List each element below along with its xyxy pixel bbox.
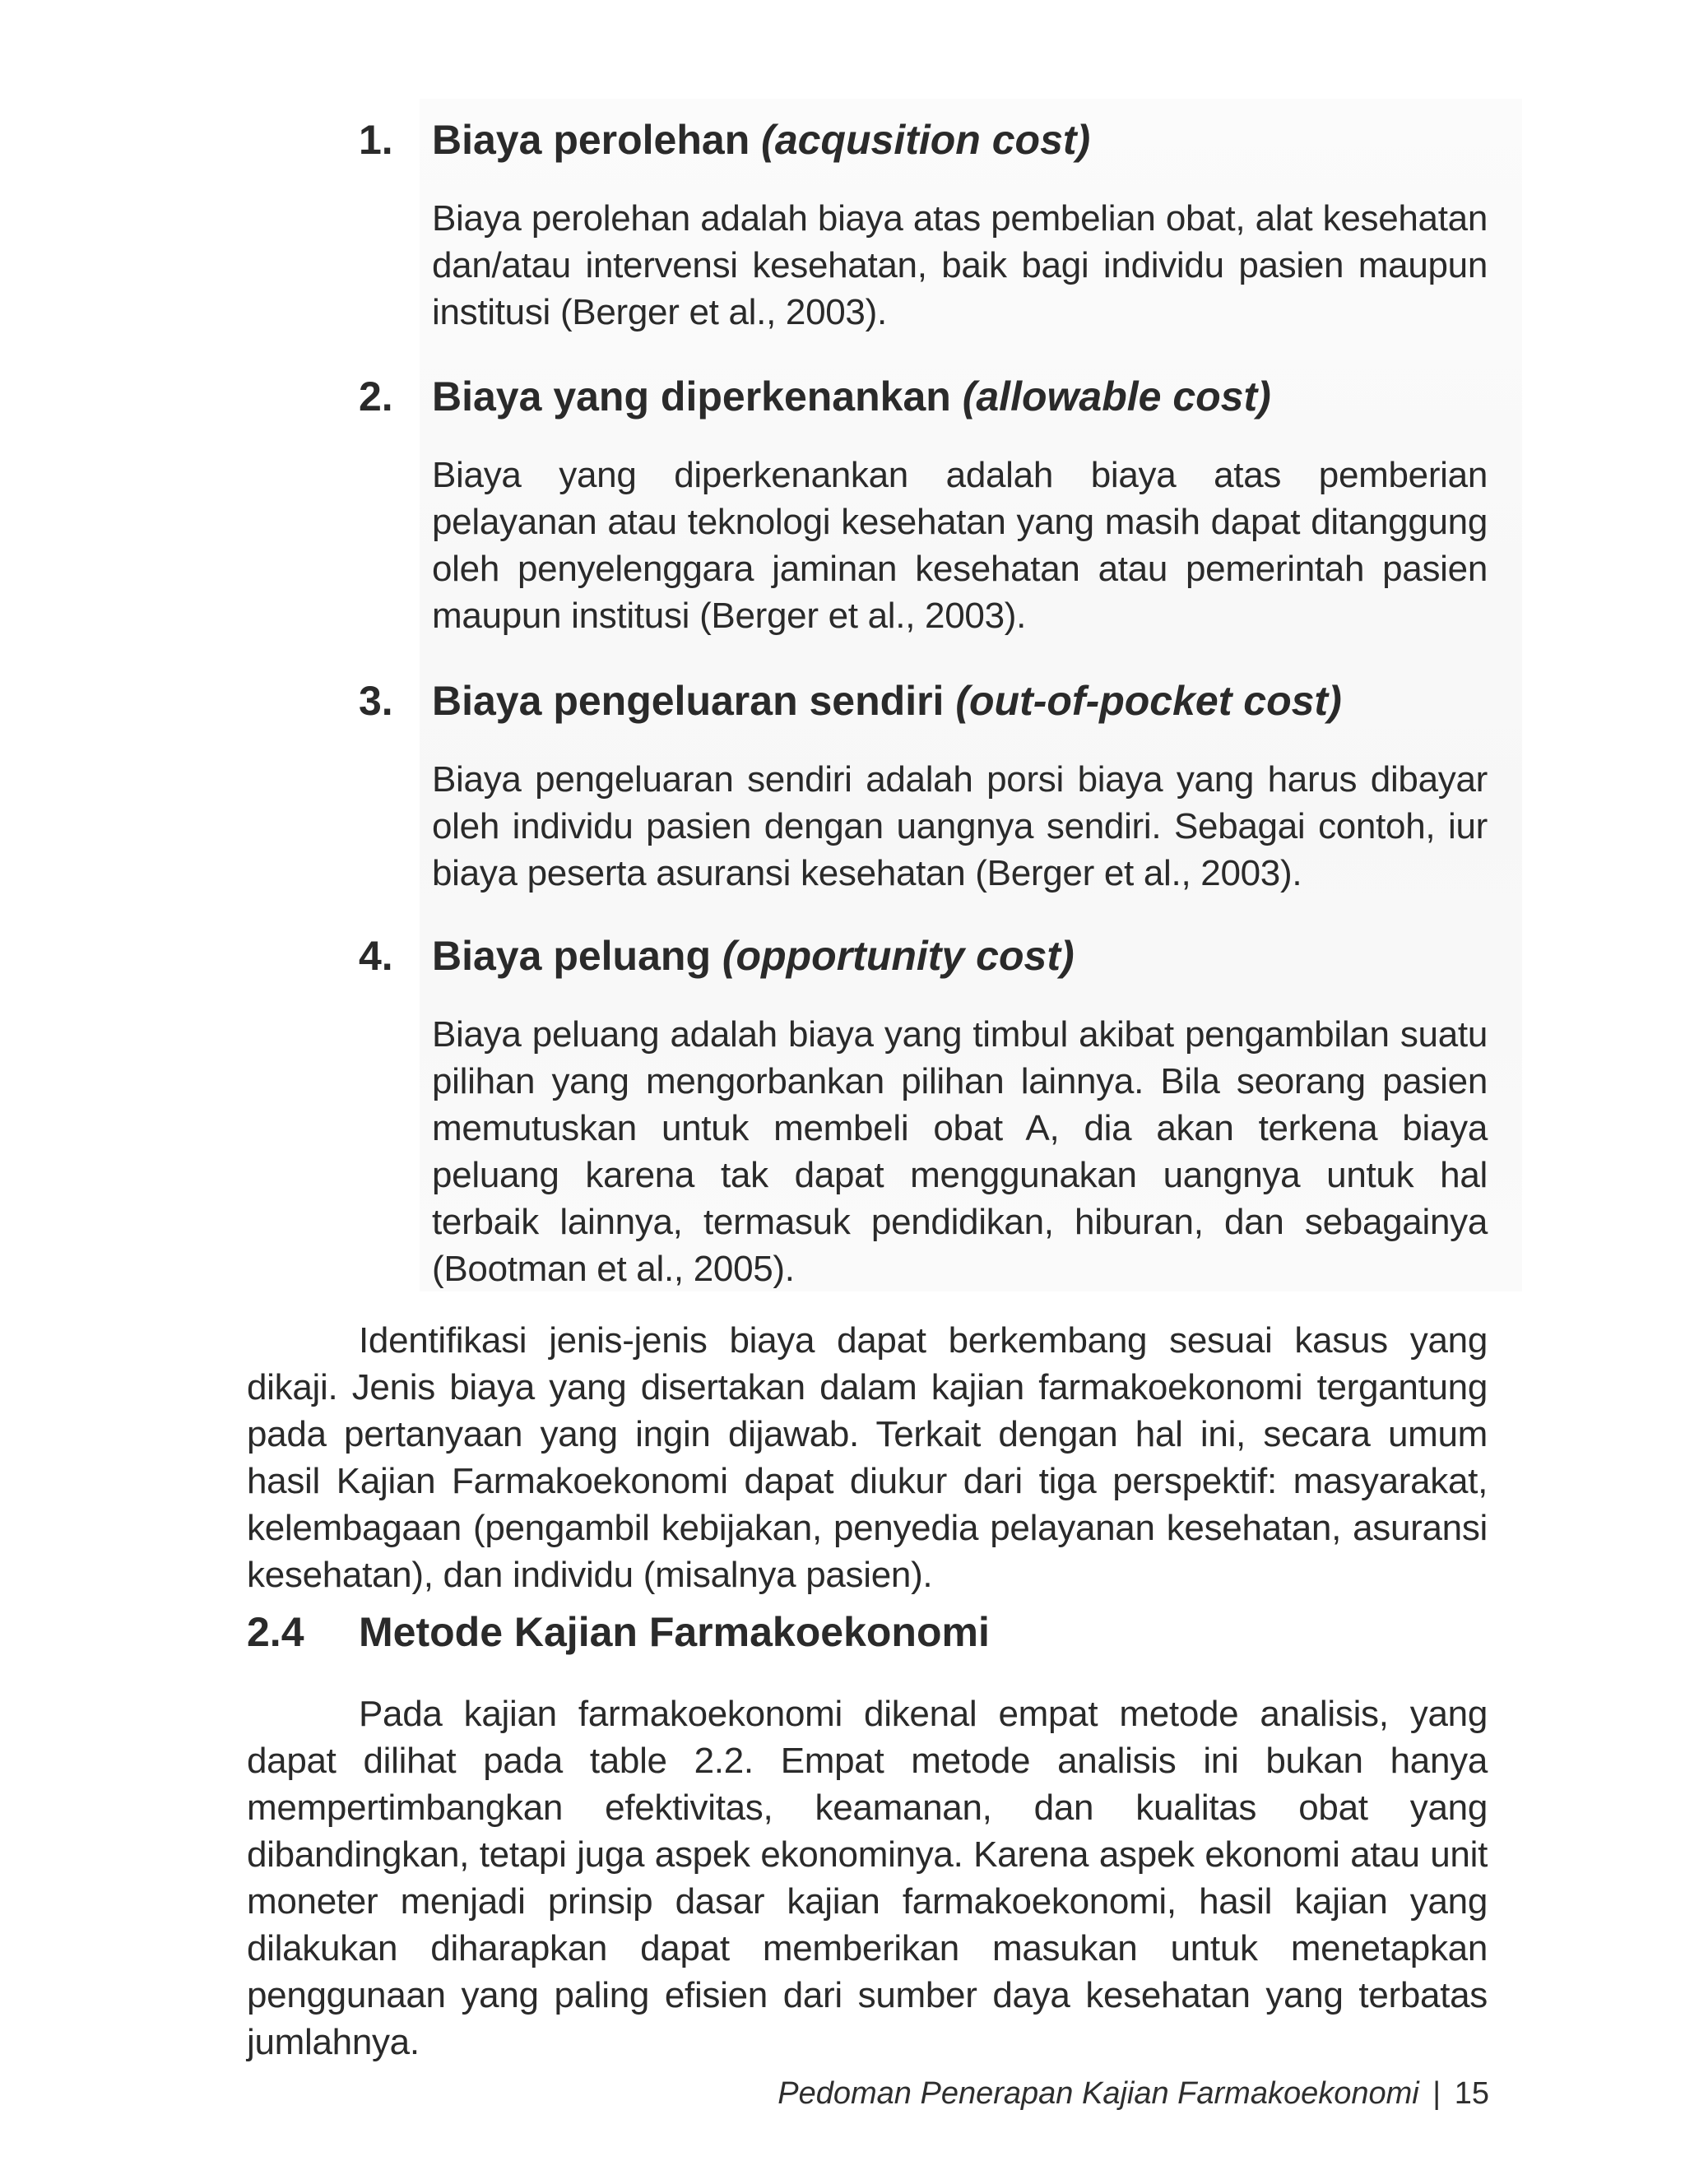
item-body-allowable-cost: Biaya yang diperkenankan adalah biaya atas pemberian pelayanan atau teknologi kesehatan yang masih dapat ditanggung oleh penyelenggara jaminan kesehatan atau pemerintah pasien maupun institusi (Berger et al., 2003). — [432, 455, 1488, 636]
page-number: 15 — [1454, 2076, 1489, 2111]
footer-separator: | — [1432, 2076, 1441, 2111]
item-title: Biaya perolehan — [432, 117, 750, 163]
page-footer — [576, 2075, 1489, 2112]
item-number: 1. — [359, 117, 393, 163]
item-heading-acquisition-cost — [359, 115, 1511, 165]
item-body-acquisition-cost: Biaya perolehan adalah biaya atas pembelian obat, alat kesehatan dan/atau intervensi kesehatan, baik bagi individu pasien maupun institusi (Berger et al., 2003). — [432, 198, 1488, 332]
section-number: 2.4 — [247, 1609, 304, 1655]
section-title: Metode Kajian Farmakoekonomi — [359, 1609, 990, 1655]
item-term: (allowable cost) — [962, 373, 1271, 420]
item-number: 3. — [359, 678, 393, 724]
item-term: (opportunity cost) — [722, 933, 1075, 979]
item-title: Biaya pengeluaran sendiri — [432, 678, 945, 724]
item-number: 2. — [359, 373, 393, 420]
section-heading — [247, 1607, 1481, 1657]
item-title: Biaya yang diperkenankan — [432, 373, 951, 420]
item-body-out-of-pocket-cost: Biaya pengeluaran sendiri adalah porsi biaya yang harus dibayar oleh individu pasien dengan uangnya sendiri. Sebagai contoh, iur biaya peserta asuransi kesehatan (Berger et al., 2003). — [432, 759, 1488, 893]
item-number: 4. — [359, 933, 393, 979]
item-heading-allowable-cost — [359, 372, 1511, 421]
item-body-opportunity-cost: Biaya peluang adalah biaya yang timbul akibat pengambilan suatu pilihan yang mengorbankan pilihan lainnya. Bila seorang pasien memutuskan untuk membeli obat A, dia akan terkena biaya peluang karena tak dapat menggunakan uangnya untuk hal terbaik lainnya, termasuk pendidikan, hiburan, dan sebagainya (Bootman et al., 2005). — [432, 1014, 1488, 1289]
item-title: Biaya peluang — [432, 933, 711, 979]
running-title: Pedoman Penerapan Kajian Farmakoekonomi — [778, 2076, 1419, 2111]
item-heading-out-of-pocket-cost — [359, 676, 1511, 726]
paragraph-cost-identification: Identifikasi jenis-jenis biaya dapat berkembang sesuai kasus yang dikaji. Jenis biaya yang disertakan dalam kajian farmakoekonomi tergantung pada pertanyaan yang ingin dijawab. Terkait dengan hal ini, secara umum hasil Kajian Farmakoekonomi dapat diukur dari tiga perspektif: masyarakat, kelembagaan (pengambil kebijakan, penyedia pelayanan kesehatan, asuransi kesehatan), dan individu (misalnya pasien). — [247, 1320, 1488, 1595]
item-term: (out-of-pocket cost) — [955, 678, 1342, 724]
item-term: (acqusition cost) — [761, 117, 1091, 163]
item-heading-opportunity-cost — [359, 931, 1511, 981]
paragraph-analysis-methods: Pada kajian farmakoekonomi dikenal empat metode analisis, yang dapat dilihat pada table 2.2. Empat metode analisis ini bukan hanya mempertimbangkan efektivitas, keamanan, dan kualitas obat yang dibandingkan, tetapi juga aspek ekonominya. Karena aspek ekonomi atau unit moneter menjadi prinsip dasar kajian farmakoekonomi, hasil kajian yang dilakukan diharapkan dapat memberikan masukan untuk menetapkan penggunaan yang paling efisien dari sumber daya kesehatan yang terbatas jumlahnya. — [247, 1694, 1488, 2062]
